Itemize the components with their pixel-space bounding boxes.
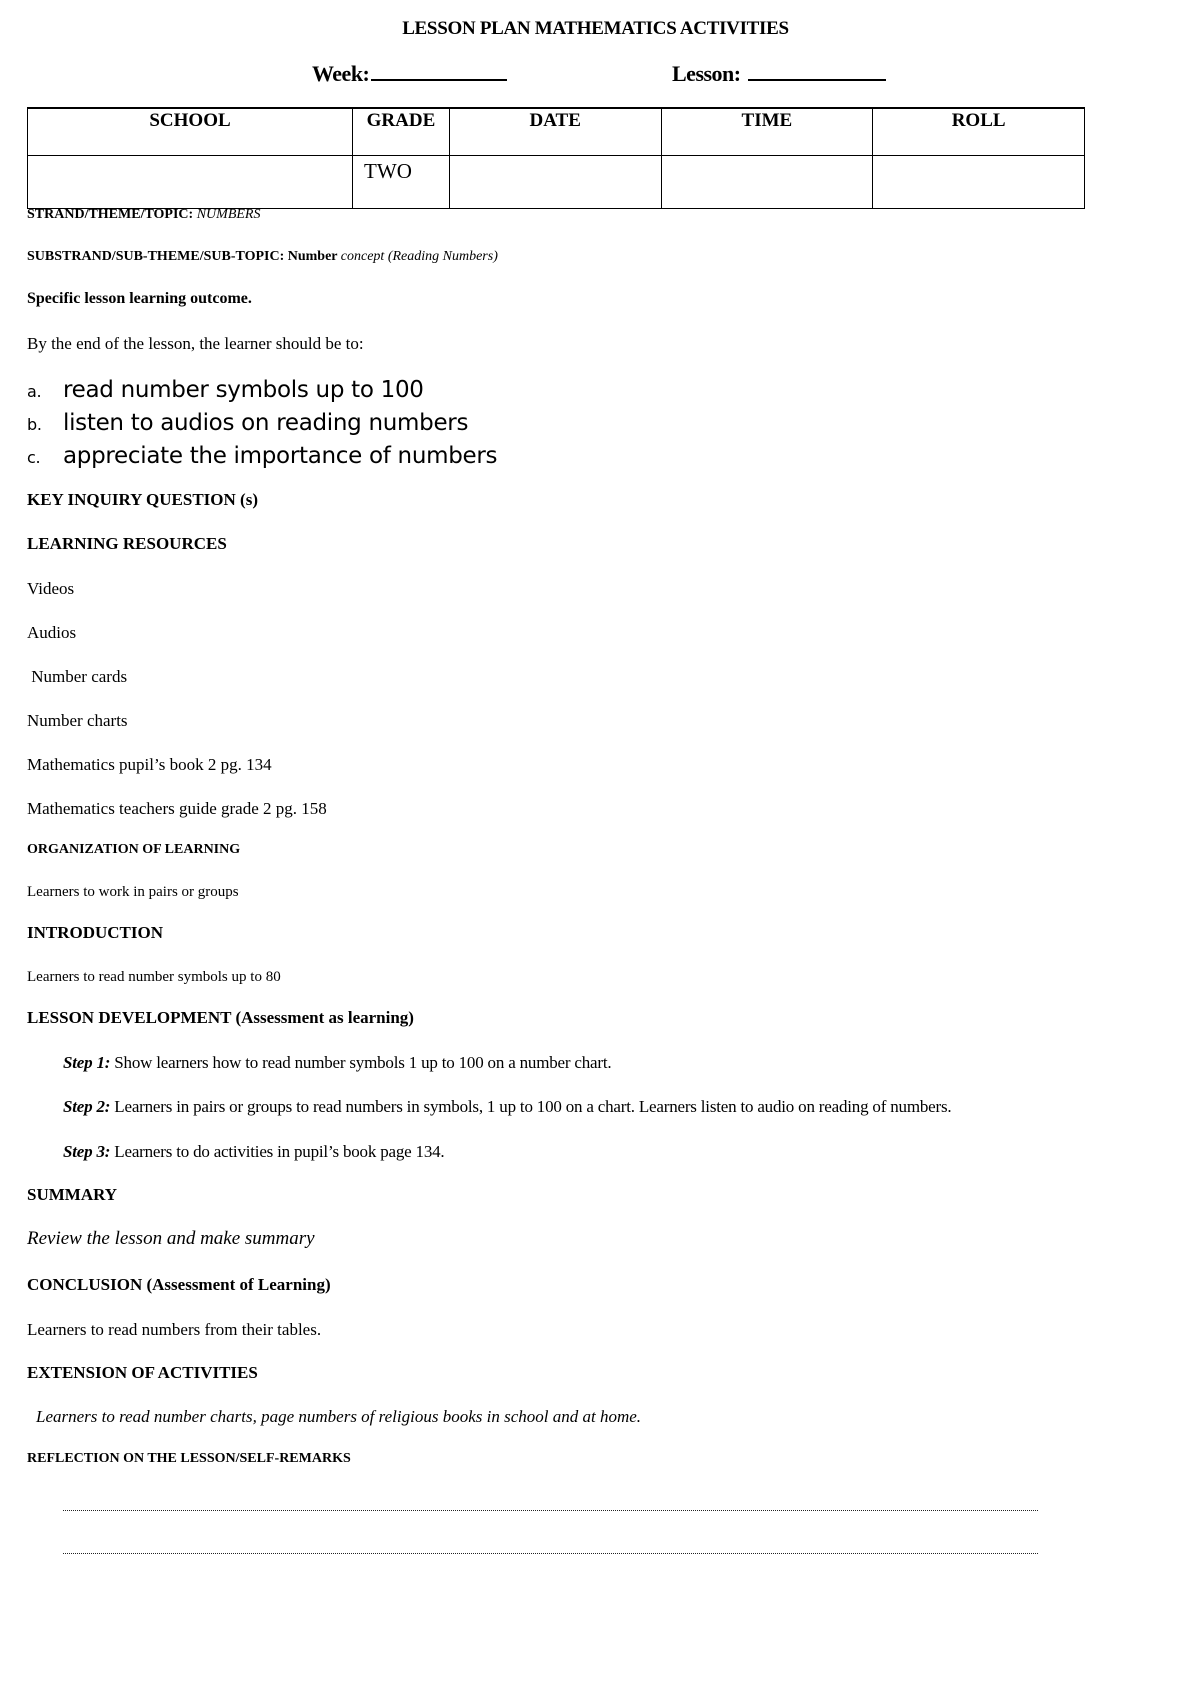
extension-heading: EXTENSION OF ACTIVITIES — [27, 1363, 258, 1382]
outcome-item-b — [27, 410, 468, 436]
table-header-row — [28, 108, 1085, 156]
resource-item: Videos — [27, 579, 75, 598]
introduction-text: Learners to read number symbols up to 80 — [27, 969, 281, 985]
week-blank[interactable] — [371, 77, 507, 81]
cell-roll[interactable] — [873, 156, 1085, 209]
resource-item: Number cards — [27, 667, 128, 686]
strand-line — [27, 207, 260, 223]
step-label: Step 3: — [63, 1142, 111, 1161]
outcomes-heading: Specific lesson learning outcome. — [27, 290, 252, 307]
step-text: Learners to do activities in pupil’s book page 134. — [110, 1142, 445, 1161]
resource-item: Audios — [27, 623, 77, 642]
step-label: Step 2: — [63, 1097, 111, 1116]
week-label: Week: — [312, 61, 370, 86]
resource-item: Mathematics pupil’s book 2 pg. 134 — [27, 755, 272, 774]
resources-heading: LEARNING RESOURCES — [27, 534, 227, 553]
col-header-school: SCHOOL — [28, 108, 353, 156]
strand-value: NUMBERS — [196, 207, 261, 222]
lesson-info-table — [27, 107, 1085, 209]
reflection-line-1[interactable] — [63, 1510, 1038, 1511]
substrand-line — [27, 249, 498, 265]
outcome-marker: c. — [27, 448, 41, 467]
substrand-value-bold: Number — [287, 249, 338, 264]
development-heading: LESSON DEVELOPMENT (Assessment as learning) — [27, 1008, 414, 1027]
outcomes-intro: By the end of the lesson, the learner should be to: — [27, 334, 364, 353]
col-header-time: TIME — [661, 108, 873, 156]
conclusion-heading: CONCLUSION (Assessment of Learning) — [27, 1275, 331, 1294]
lesson-field[interactable] — [672, 61, 886, 87]
cell-grade[interactable]: TWO — [353, 156, 450, 209]
col-header-date: DATE — [449, 108, 661, 156]
reflection-line-2[interactable] — [63, 1553, 1038, 1554]
document-title: LESSON PLAN MATHEMATICS ACTIVITIES — [402, 18, 789, 39]
summary-heading: SUMMARY — [27, 1185, 118, 1204]
lesson-blank[interactable] — [748, 77, 886, 81]
substrand-label: SUBSTRAND/SUB-THEME/SUB-TOPIC: — [27, 249, 285, 264]
conclusion-text: Learners to read numbers from their tables. — [27, 1320, 322, 1339]
step-label: Step 1: — [63, 1053, 111, 1072]
reflection-heading: REFLECTION ON THE LESSON/SELF-REMARKS — [27, 1451, 351, 1466]
week-field[interactable] — [312, 61, 507, 87]
lesson-label: Lesson: — [672, 61, 741, 86]
step-text: Show learners how to read number symbols 1 up to 100 on a number chart. — [110, 1053, 612, 1072]
resource-item: Mathematics teachers guide grade 2 pg. 158 — [27, 799, 327, 818]
organization-heading: ORGANIZATION OF LEARNING — [27, 842, 241, 857]
substrand-value-italic: concept (Reading Numbers) — [340, 249, 498, 264]
strand-label: STRAND/THEME/TOPIC: — [27, 207, 194, 222]
outcome-item-c — [27, 443, 497, 469]
organization-text: Learners to work in pairs or groups — [27, 884, 239, 900]
cell-time[interactable] — [661, 156, 873, 209]
outcome-text: appreciate the importance of numbers — [63, 443, 498, 469]
summary-text: Review the lesson and make summary — [27, 1228, 315, 1249]
introduction-heading: INTRODUCTION — [27, 923, 164, 942]
outcome-text: listen to audios on reading numbers — [63, 410, 469, 436]
table-row — [28, 156, 1085, 209]
cell-date[interactable] — [449, 156, 661, 209]
outcome-marker: a. — [27, 382, 42, 401]
col-header-grade: GRADE — [353, 108, 450, 156]
resource-item: Number charts — [27, 711, 128, 730]
outcome-item-a — [27, 377, 424, 403]
step-2 — [63, 1097, 951, 1117]
step-3 — [63, 1142, 444, 1162]
step-1 — [63, 1053, 611, 1073]
step-text: Learners in pairs or groups to read numbers in symbols, 1 up to 100 on a chart. Learners listen to audio on reading of numbers. — [110, 1097, 952, 1116]
extension-text: Learners to read number charts, page numbers of religious books in school and at home. — [36, 1407, 642, 1426]
outcome-marker: b. — [27, 415, 42, 434]
col-header-roll: ROLL — [873, 108, 1085, 156]
outcome-text: read number symbols up to 100 — [63, 377, 424, 403]
cell-school[interactable] — [28, 156, 353, 209]
key-inquiry-heading: KEY INQUIRY QUESTION (s) — [27, 490, 258, 509]
